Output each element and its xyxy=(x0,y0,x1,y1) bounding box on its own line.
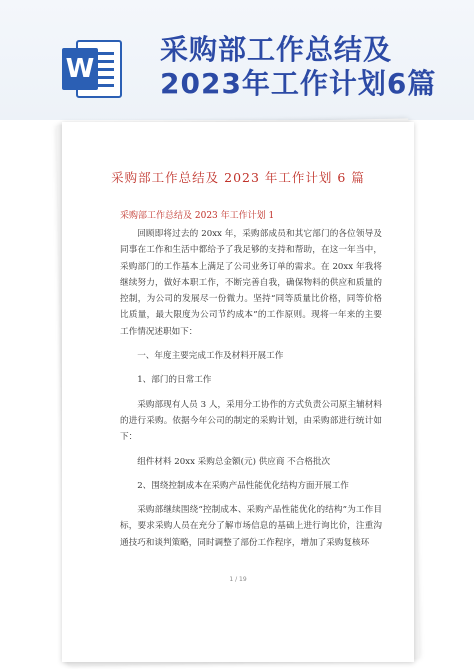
title-line-1: 采购部工作总结及 xyxy=(160,33,393,66)
paragraph: 组件材料 20xx 采购总金额(元) 供应商 不合格批次 xyxy=(137,456,331,467)
paragraph: 1、部门的日常工作 xyxy=(137,375,212,386)
paragraph: 2、围绕控制成本在采购产品性能优化结构方面开展工作 xyxy=(137,480,349,491)
document-title: 采购部工作总结及 2023 年工作计划 6 篇 xyxy=(111,170,365,185)
page-title xyxy=(160,33,460,101)
document-body xyxy=(120,226,382,551)
title-line-2: 2023年工作计划6篇 xyxy=(160,67,437,100)
section-heading: 采购部工作总结及 2023 年工作计划 1 xyxy=(120,211,275,221)
paragraph: 一、年度主要完成工作及材料开展工作 xyxy=(137,351,284,362)
paragraph: 回顾即将过去的 20xx 年，采购部成员和其它部门的各位领导及同事在工作和生活中都给予了我足够的支持和帮助，在这一年当中，采购部门的工作基本上满足了公司业务订单的需求。在 20xx 年我将继续努力，做好本职工作，不断完善自我，确保物料的供应和质量的控制，为公司的发展尽一份微力。坚持“同等质量比价格，同等价格比质量，最大限度为公司节约成本”的工作原则。现将一年来的主要工作情况述职如下： xyxy=(120,229,382,337)
paragraph: 采购部继续围绕“控制成本、采购产品性能优化的结构”为工作目标，要求采购人员在充分了解市场信息的基础上进行询比价，注重沟通技巧和谈判策略，同时调整了部份工作程序，增加了采购复核环 xyxy=(120,505,382,548)
paragraph: 采购部现有人员 3 人，采用分工协作的方式负责公司原主辅材料的进行采购。依据今年公司的制定的采购计划，由采购部进行统计如下： xyxy=(120,399,382,443)
page-number: 1 / 19 xyxy=(229,576,247,583)
document-page xyxy=(62,122,414,662)
word-letter-icon: W xyxy=(62,48,98,90)
word-doc-icon xyxy=(62,40,122,98)
